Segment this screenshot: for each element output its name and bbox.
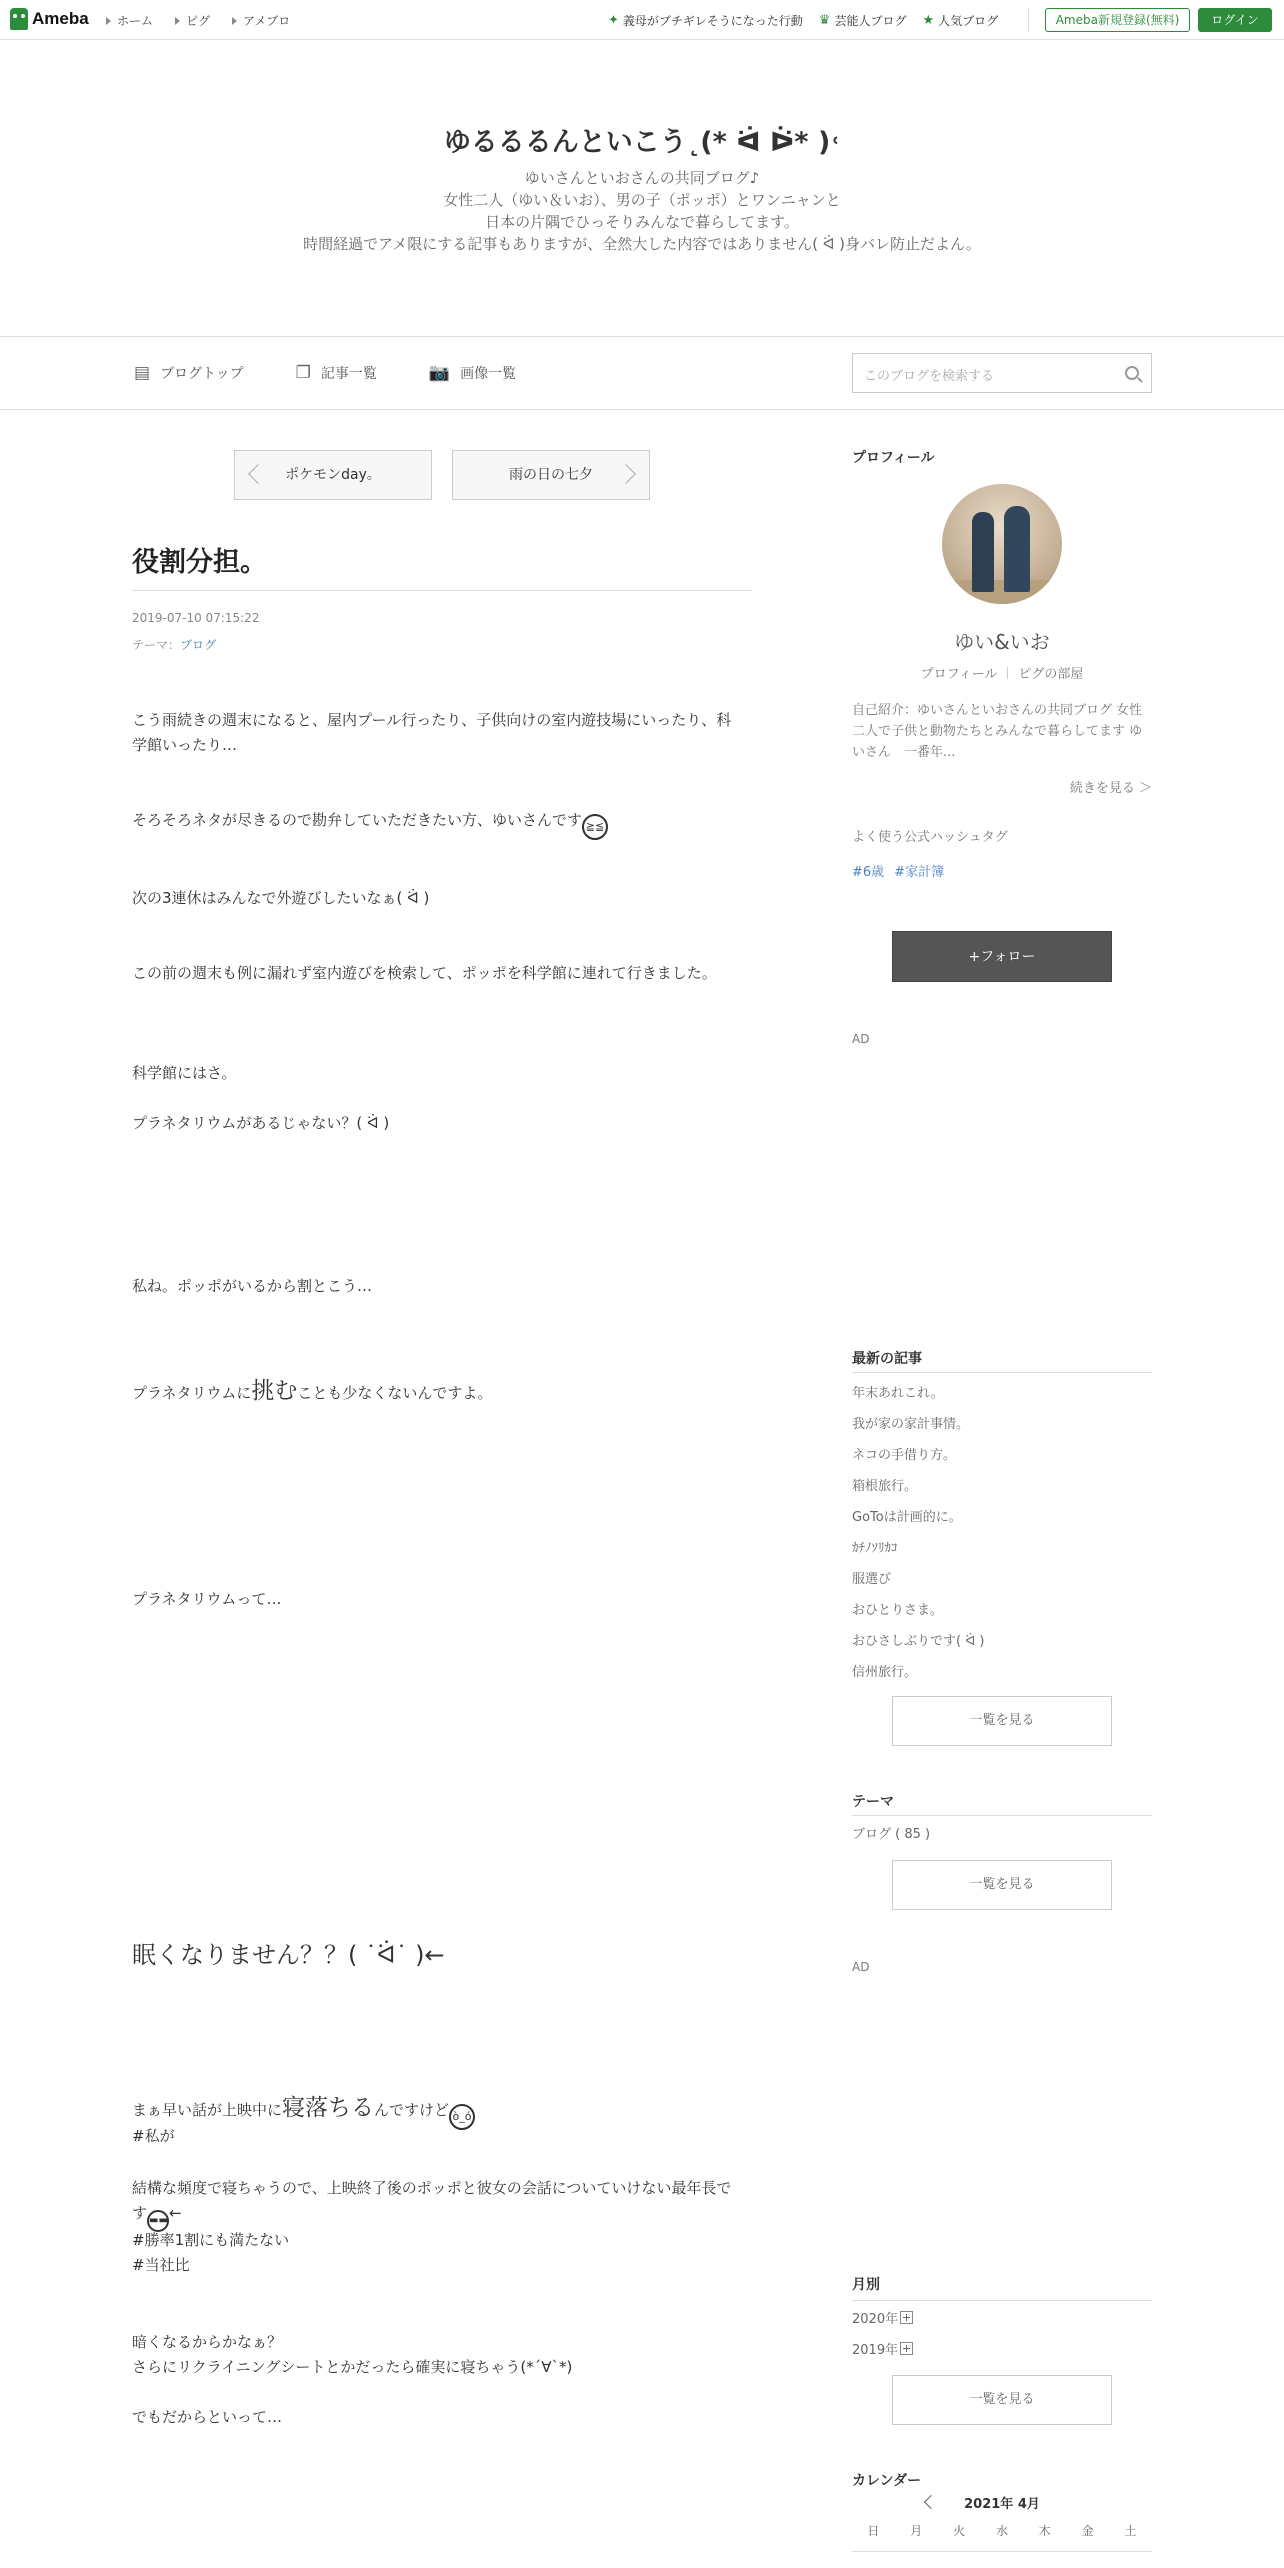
recent-item[interactable]: 箱根旅行。 — [852, 1479, 918, 1494]
read-more-link[interactable]: 続きを見る ＞ — [1069, 781, 1152, 796]
divider — [852, 2551, 1152, 2552]
theme-heading: テーマ — [852, 1794, 894, 1810]
hashtag-line: #勝率1割にも満たない — [132, 2231, 290, 2249]
header-divider — [1028, 8, 1029, 32]
theme-item[interactable]: ブログ ( 85 ) — [852, 1827, 931, 1842]
star-icon: ★ — [922, 13, 935, 28]
article-heading-paragraph: 眠くなりません？？( ˙ᐛ˙ )← — [132, 1941, 445, 1969]
popular-blog-link[interactable] — [922, 12, 998, 29]
recent-item[interactable]: ネコの手借り方。 — [852, 1448, 957, 1463]
article-title[interactable]: 役割分担。 — [132, 547, 267, 578]
hashtag-line: #私が — [132, 2127, 175, 2145]
recent-heading: 最新の記事 — [852, 1351, 922, 1367]
article-paragraph: この前の週末も例に漏れず室内遊びを検索して、ポッポを科学館に連れて行きました。 — [132, 964, 717, 982]
signup-button[interactable]: Ameba新規登録(無料) — [1045, 8, 1190, 32]
article-paragraph: さらにリクライニングシートとかだったら確実に寝ちゃう(*´∀`*) — [132, 2358, 573, 2376]
blog-nav-label: ブログトップ — [160, 366, 244, 382]
blog-description-line: 時間経過でアメ限にする記事もありますが、全然大した内容ではありません( ᐛ )身バレ防止だよん。 — [303, 235, 981, 253]
see-all-recent-button[interactable]: 一覧を見る — [892, 1696, 1112, 1746]
prev-article-button[interactable] — [234, 450, 432, 500]
global-nav-pigg[interactable] — [175, 12, 210, 29]
next-article-label: 雨の日の七夕 — [509, 467, 593, 483]
expand-plus-icon[interactable] — [900, 2311, 913, 2324]
global-nav-ameblo[interactable] — [232, 12, 290, 29]
blog-description — [0, 167, 1284, 255]
see-all-months-button[interactable]: 一覧を見る — [892, 2375, 1112, 2425]
article-paragraph: プラネタリウムって… — [132, 1590, 282, 1608]
recent-item[interactable]: 年末あれこれ。 — [852, 1386, 944, 1401]
chevron-right-icon — [616, 464, 636, 484]
month-label: 2019年 — [852, 2343, 899, 2358]
hashtag-heading: よく使う公式ハッシュタグ — [852, 830, 1008, 845]
profile-name[interactable]: ゆい&いお — [954, 630, 1050, 654]
weekday-label: 金 — [1081, 2524, 1094, 2538]
celebrity-blog-link[interactable] — [819, 12, 907, 29]
article-theme — [132, 636, 216, 653]
next-article-button[interactable] — [452, 450, 650, 500]
weekday-label: 土 — [1124, 2524, 1137, 2538]
recent-item[interactable]: 信州旅行。 — [852, 1665, 918, 1680]
blog-description-line: ゆいさんといおさんの共同ブログ♪ — [524, 169, 760, 187]
ad-label: AD — [852, 1960, 870, 1974]
avatar-figure — [972, 512, 994, 592]
profile-heading: プロフィール — [852, 450, 935, 466]
chevron-left-icon — [248, 464, 268, 484]
month-item[interactable] — [852, 2339, 913, 2358]
search-icon[interactable] — [1125, 366, 1139, 380]
recent-item[interactable]: おひさしぶりです( ᐛ ) — [852, 1634, 985, 1649]
caret-right-icon — [175, 17, 180, 25]
article-paragraph: プラネタリウムがあるじゃない？( ᐛ ) — [132, 1114, 390, 1132]
follow-button[interactable]: +フォロー — [892, 931, 1112, 982]
global-nav-label: アメブロ — [243, 14, 291, 28]
pigg-room-link[interactable]: ピグの部屋 — [1018, 667, 1084, 682]
logo-text: Ameba — [32, 9, 89, 28]
recent-item[interactable]: 我が家の家計事情。 — [852, 1417, 970, 1432]
month-label: 2020年 — [852, 2312, 899, 2327]
article-paragraph: 私ね。ポッポがいるから割とこう… — [132, 1277, 373, 1295]
weekday-label: 木 — [1038, 2524, 1051, 2538]
blog-title[interactable]: ゆるるるんといこう˛(* ᐛ ᐖ* )˓ — [443, 127, 841, 158]
article-paragraph: 暗くなるからかなぁ？ — [132, 2333, 283, 2351]
trending-links — [608, 12, 998, 29]
ad-label: AD — [852, 1032, 870, 1046]
avatar[interactable] — [942, 484, 1062, 604]
sparkle-icon: ✦ — [608, 13, 619, 28]
blog-description-line: 日本の片隅でひっそりみんなで暮らしてます。 — [485, 213, 799, 231]
blog-description-line: 女性二人（ゆい＆いお）、男の子（ポッポ）とワンニャンと — [443, 191, 841, 209]
article-date: 2019-07-10 07:15:22 — [132, 611, 260, 625]
see-all-themes-button[interactable]: 一覧を見る — [892, 1860, 1112, 1910]
divider — [852, 1372, 1152, 1373]
trending-label: 人気ブログ — [938, 14, 999, 28]
sweat-face-icon: ≧≦ — [582, 814, 608, 840]
calendar-heading: カレンダー — [852, 2473, 922, 2489]
paragraph-text: 結構な頻度で寝ちゃうので、上映終了後のポッポと彼女の会話についていけない最年長です — [132, 2179, 732, 2222]
recent-item[interactable]: 服選び — [852, 1572, 892, 1587]
divider — [852, 2300, 1152, 2301]
global-header — [0, 0, 1284, 40]
hashtag-link[interactable]: #家計簿 — [894, 865, 945, 880]
search-placeholder: このブログを検索する — [864, 369, 995, 384]
divider — [852, 1815, 1152, 1816]
sunglasses-face-icon: ▬▬ — [147, 2210, 169, 2232]
global-nav-home[interactable] — [106, 12, 153, 29]
article-paragraph: こう雨続きの週末になると、屋内プール行ったり、子供向けの室内遊技場にいったり、科学館いったり… — [132, 711, 732, 754]
trending-topic-link[interactable] — [608, 12, 803, 29]
calendar-weekdays — [852, 2522, 1152, 2539]
article-paragraph: でもだからといって… — [132, 2408, 283, 2426]
calendar-month: 2021年 4月 — [964, 2497, 1040, 2512]
weekday-label: 月 — [910, 2524, 923, 2538]
ameba-mark-icon — [10, 8, 28, 30]
article-paragraph — [132, 2176, 744, 2232]
global-nav — [106, 12, 290, 29]
recent-item[interactable]: おひとりさま。 — [852, 1603, 944, 1618]
blog-nav-items — [134, 363, 516, 383]
recent-item[interactable]: ｶﾁﾉｿﾘｶｺ — [852, 1541, 898, 1556]
paragraph-text: ← — [169, 2204, 182, 2222]
trending-label: 義母がブチギレそうになった行動 — [622, 14, 803, 28]
paragraph-text: そろそろネタが尽きるので勘弁していただきたい方、ゆいさんです — [132, 811, 583, 829]
emphasis-text: 挑む — [251, 1378, 298, 1404]
theme-link[interactable]: ブログ — [180, 638, 217, 652]
expand-plus-icon[interactable] — [900, 2342, 913, 2355]
article-paragraph — [132, 1379, 744, 1406]
profile-link[interactable]: プロフィール — [920, 667, 998, 682]
pouting-face-icon: ò_ó — [449, 2104, 475, 2130]
month-item[interactable] — [852, 2308, 913, 2327]
blog-top-link[interactable] — [134, 363, 244, 383]
hashtag-list — [852, 861, 944, 880]
weekday-label: 日 — [867, 2524, 880, 2538]
divider — [1007, 667, 1008, 679]
paragraph-text: ことも少なくないんですよ。 — [297, 1384, 493, 1402]
divider — [132, 590, 752, 591]
profile-intro: 自己紹介：ゆいさんといおさんの共同ブログ 女性二人で子供と動物たちとみんなで暮らしてます ゆいさん 一番年... — [852, 703, 1143, 760]
global-nav-label: ホーム — [117, 14, 154, 28]
article-paragraph: 次の3連休はみんなで外遊びしたいなぁ( ᐛ ) — [132, 889, 430, 907]
ameba-logo[interactable] — [10, 8, 89, 30]
blog-search-input[interactable] — [852, 353, 1152, 393]
prev-article-label: ポケモンday。 — [285, 467, 381, 483]
avatar-ground — [942, 580, 1062, 604]
article-paragraph — [132, 808, 744, 840]
image-list-link[interactable] — [429, 363, 516, 383]
hashtag-line: #当社比 — [132, 2256, 190, 2274]
avatar-figure — [1004, 506, 1030, 592]
paragraph-text: んですけど — [374, 2101, 450, 2119]
profile-links — [852, 663, 1152, 682]
monthly-heading: 月別 — [852, 2277, 880, 2293]
crown-icon: ♛ — [818, 13, 831, 28]
weekday-label: 水 — [995, 2524, 1008, 2538]
hashtag-link[interactable]: #6歳 — [852, 865, 885, 880]
caret-right-icon — [106, 17, 111, 25]
emphasis-text: 寝落ちる — [282, 2095, 375, 2121]
paragraph-text: まぁ早い話が上映中に — [132, 2101, 283, 2119]
weekday-label: 火 — [953, 2524, 966, 2538]
camera-icon: 📷 — [428, 363, 451, 383]
article-paragraph: 科学館にはさ。 — [132, 1064, 237, 1082]
blog-nav — [0, 336, 1284, 410]
caret-right-icon — [232, 17, 237, 25]
blog-nav-label: 記事一覧 — [320, 366, 377, 382]
paragraph-text: プラネタリウムに — [132, 1384, 252, 1402]
global-nav-label: ピグ — [186, 14, 211, 28]
document-icon: ▤ — [134, 363, 151, 383]
login-button[interactable]: ログイン — [1198, 8, 1272, 32]
recent-list — [852, 1378, 1152, 1688]
theme-prefix: テーマ： — [132, 638, 181, 652]
blog-nav-label: 画像一覧 — [460, 366, 517, 382]
article-list-link[interactable] — [296, 363, 377, 383]
recent-item[interactable]: GoToは計画的に。 — [852, 1510, 962, 1525]
trending-label: 芸能人ブログ — [834, 14, 907, 28]
copy-icon: ❐ — [295, 363, 311, 383]
blog-header — [0, 40, 1284, 336]
